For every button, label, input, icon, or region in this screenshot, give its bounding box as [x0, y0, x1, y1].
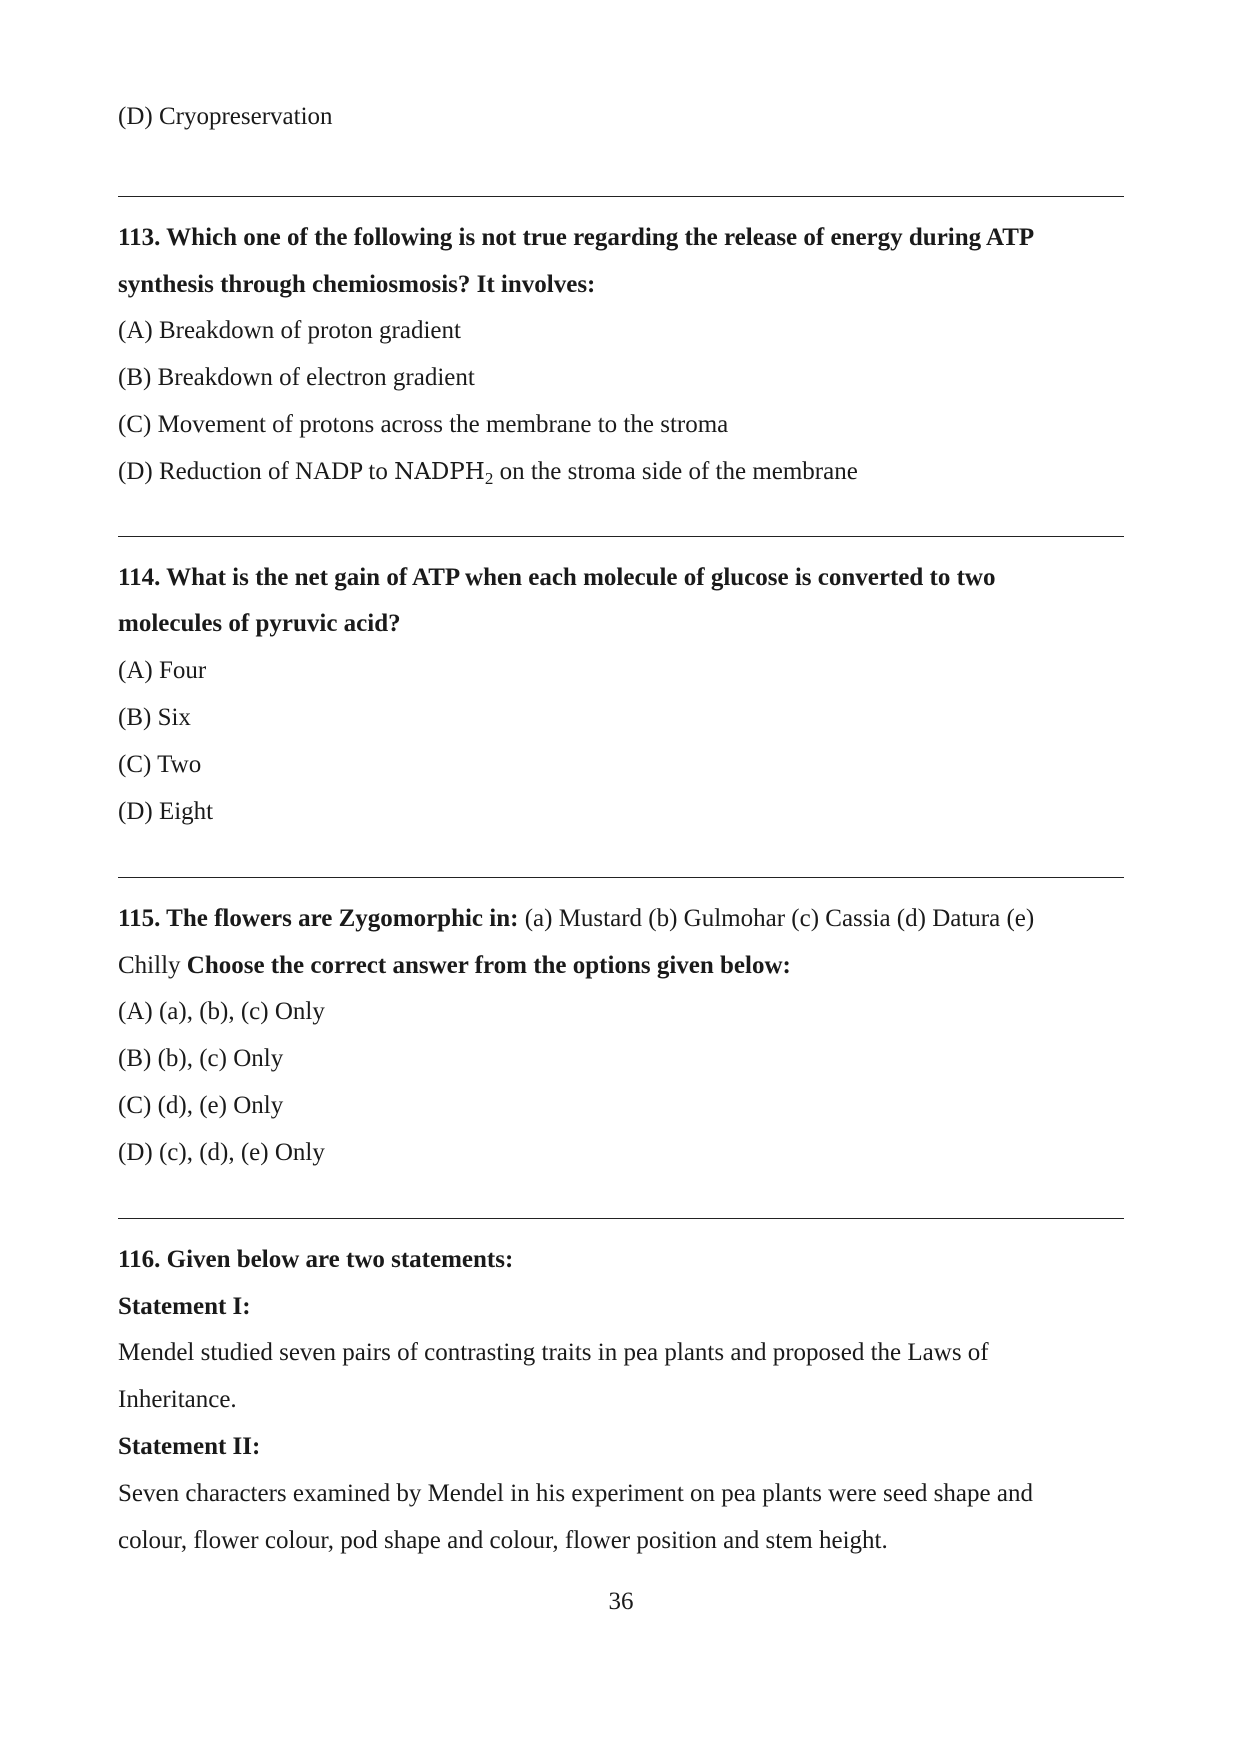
question-115-stem-items-cont: Chilly — [118, 952, 187, 979]
question-115-option-c: (C) (d), (e) Only — [118, 1092, 284, 1119]
question-114-option-b: (B) Six — [118, 704, 191, 731]
nadph-subscript: 2 — [484, 469, 494, 488]
statement-2-text-line2: colour, flower colour, pod shape and colour, flower position and stem height. — [118, 1527, 888, 1554]
question-115-option-a: (A) (a), (b), (c) Only — [118, 998, 325, 1025]
separator-rule — [118, 877, 1124, 878]
page-number: 36 — [608, 1588, 634, 1615]
question-113-option-a: (A) Breakdown of proton gradient — [118, 317, 461, 344]
statement-1-label: Statement I: — [118, 1293, 251, 1320]
option-d-prefix: (D) Reduction of NADP to — [118, 458, 395, 485]
question-114-option-a: (A) Four — [118, 657, 207, 684]
question-115-option-b: (B) (b), (c) Only — [118, 1045, 284, 1072]
question-115-text-line1 — [118, 904, 1034, 934]
question-115-stem-items: (a) Mustard (b) Gulmohar (c) Cassia (d) Datura (e) — [518, 905, 1035, 932]
separator-rule — [118, 536, 1124, 537]
statement-1-text-line1: Mendel studied seven pairs of contrasting traits in pea plants and proposed the Laws of — [118, 1339, 989, 1366]
question-113-option-d — [118, 457, 858, 487]
question-113-text-line1: 113. Which one of the following is not true regarding the release of energy during ATP — [118, 224, 1035, 251]
separator-rule — [118, 196, 1124, 197]
question-114-text-line1: 114. What is the net gain of ATP when each molecule of glucose is converted to two — [118, 564, 996, 591]
question-115-instruction: Choose the correct answer from the options given below: — [186, 952, 791, 979]
question-114-option-c: (C) Two — [118, 751, 202, 778]
statement-2-label: Statement II: — [118, 1433, 261, 1460]
question-115-text-line2 — [118, 951, 791, 981]
statement-2-text-line1: Seven characters examined by Mendel in his experiment on pea plants were seed shape and — [118, 1480, 1033, 1507]
question-114-text-line2: molecules of pyruvic acid? — [118, 610, 401, 637]
statement-1-text-line2: Inheritance. — [118, 1386, 237, 1413]
question-114-option-d: (D) Eight — [118, 798, 214, 825]
question-113-text-line2: synthesis through chemiosmosis? It involves: — [118, 271, 596, 298]
q112-option-d: (D) Cryopreservation — [118, 103, 333, 130]
question-116-heading: 116. Given below are two statements: — [118, 1246, 514, 1273]
question-113-option-b: (B) Breakdown of electron gradient — [118, 364, 475, 391]
option-d-suffix: on the stroma side of the membrane — [493, 458, 858, 485]
separator-rule — [118, 1218, 1124, 1219]
question-115-stem-bold: 115. The flowers are Zygomorphic in: — [118, 905, 519, 932]
question-115-option-d: (D) (c), (d), (e) Only — [118, 1139, 325, 1166]
nadph-formula: NADPH — [394, 459, 485, 485]
question-113-option-c: (C) Movement of protons across the membrane to the stroma — [118, 411, 729, 438]
